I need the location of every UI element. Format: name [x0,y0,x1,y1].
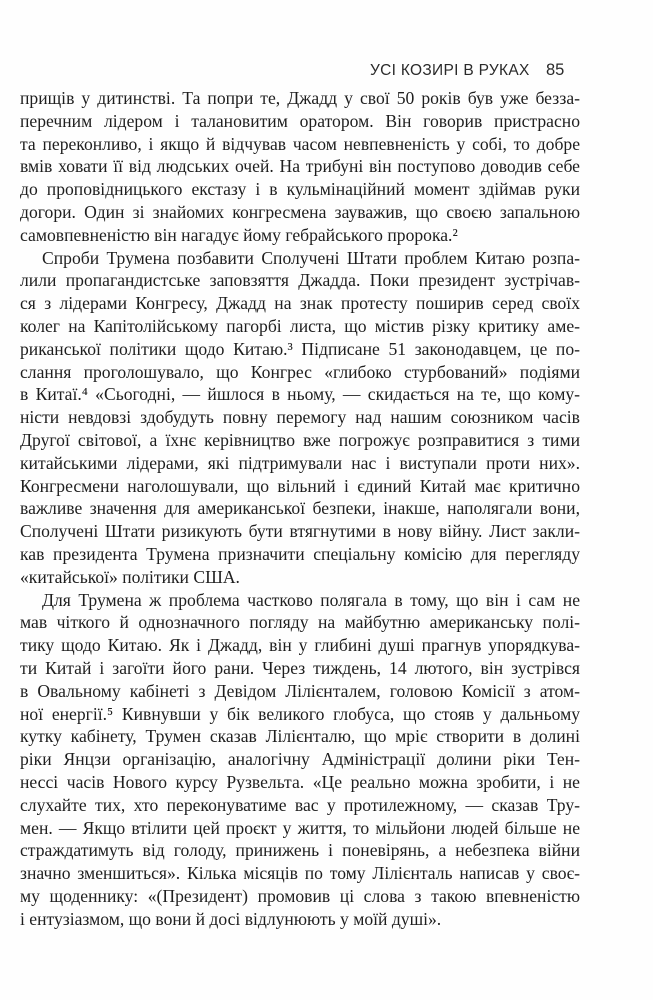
text-line: нессі часів Нового курсу Рузвельта. «Це реально можна зробити, і не [20,771,580,792]
text-line: «китайської» політики США. [20,566,240,587]
text-line: Конгресмени наголошували, що вільний і єдиний Китай має критично [20,475,580,496]
text-line: Сполучені Штати ризикують бути втягнутими в нову війну. Лист закли- [20,521,580,542]
text-line: колег на Капітолійському пагорбі листа, що містив різку критику аме- [20,315,580,336]
text-line: кав президента Трумена призначити спеціальну комісію для перегляду [20,543,580,564]
text-line: ся з лідерами Конгресу, Джадд на знак протесту поширив серед своїх [20,293,580,314]
text-line: китайськими лідерами, які підтримували нас і виступали проти них». [20,452,580,473]
text-line: і ентузіазмом, що вони й досі відлунюють у моїй душі». [20,908,442,929]
text-line: в Китаї.⁴ «Сьогодні, — йшлося в ньому, — скидається на те, що кому- [20,384,580,405]
text-line: перечним лідером і талановитим оратором. Він говорив пристрасно [20,110,580,131]
text-line: ної енергії.⁵ Кивнувши у бік великого глобуса, що стояв у дальньому [20,703,580,724]
text-line: страждатимуть від голоду, принижень і поневірянь, а небезпека війни [20,840,580,861]
paragraph [20,87,580,247]
text-line: догори. Один зі знайомих конгресмена зауважив, що своєю запальною [20,201,580,222]
running-title: УСІ КОЗИРІ В РУКАХ [370,62,530,79]
page-number: 85 [546,61,565,79]
text-line: слання проголошувало, що Конгрес «глибоко стурбований» подіями [20,361,580,382]
text-line: та переконливо, і якщо й відчував часом невпевненість у собі, то добре [20,133,580,154]
text-line: значно зменшиться». Кілька місяців по тому Лілієнталь написав у своє- [20,863,580,884]
text-line: мав чіткого й однозначного погляду на майбутню американську полі- [20,612,580,633]
text-line: слухайте тих, хто переконуватиме вас у протилежному, — сказав Тру- [20,794,580,815]
text-line: риканської політики щодо Китаю.³ Підписане 51 законодавцем, це по- [20,338,580,359]
paragraph [20,247,580,589]
text-line: вмів ховати її від людських очей. На трибуні він поступово доводив себе [20,156,580,177]
text-line: самовпевненістю він нагадує йому гебрайського пророка.² [20,224,458,245]
body-text [20,87,580,930]
text-line: Другої світової, а їхнє керівництво вже погрожує розправитися з тими [20,429,580,450]
text-line: ти Китай і загоїти його рани. Через тиждень, 14 лютого, він зустрівся [20,657,580,678]
text-line: Для Трумена ж проблема частково полягала в тому, що він і сам не [42,589,580,610]
text-line: кутку кабінету, Трумен сказав Лілієнталю, що мріє створити в долині [20,726,580,747]
text-line: прищів у дитинстві. Та попри те, Джадд у свої 50 років був уже безза- [20,88,580,108]
text-line: мен. — Якщо втілити цей проєкт у життя, то мільйони людей більше не [20,817,580,838]
text-line: му щоденнику: «(Президент) промовив ці слова з такою впевненістю [20,885,580,906]
text-line: лили пропагандистське заповзяття Джадда. Поки президент зустрічав- [20,270,580,291]
text-line: ріки Янцзи організацію, аналогічну Адміністрації долини ріки Тен- [20,749,580,770]
text-line: до проповідницького екстазу і в кульмінаційний момент здіймав руки [20,179,580,200]
running-header [0,62,653,84]
text-line: в Овальному кабінеті з Девідом Лілієнталем, головою Комісії з атом- [20,680,580,701]
paragraph [20,589,580,931]
text-line: важливе значення для американської безпеки, інакше, наполягали вони, [20,498,580,519]
text-line: Спроби Трумена позбавити Сполучені Штати проблем Китаю розпа- [42,247,580,268]
text-line: ністи невдовзі здобудуть повну перемогу над нашим союзником часів [20,407,580,428]
text-line: тику щодо Китаю. Як і Джадд, він у глибині душі прагнув упорядкува- [20,635,580,656]
